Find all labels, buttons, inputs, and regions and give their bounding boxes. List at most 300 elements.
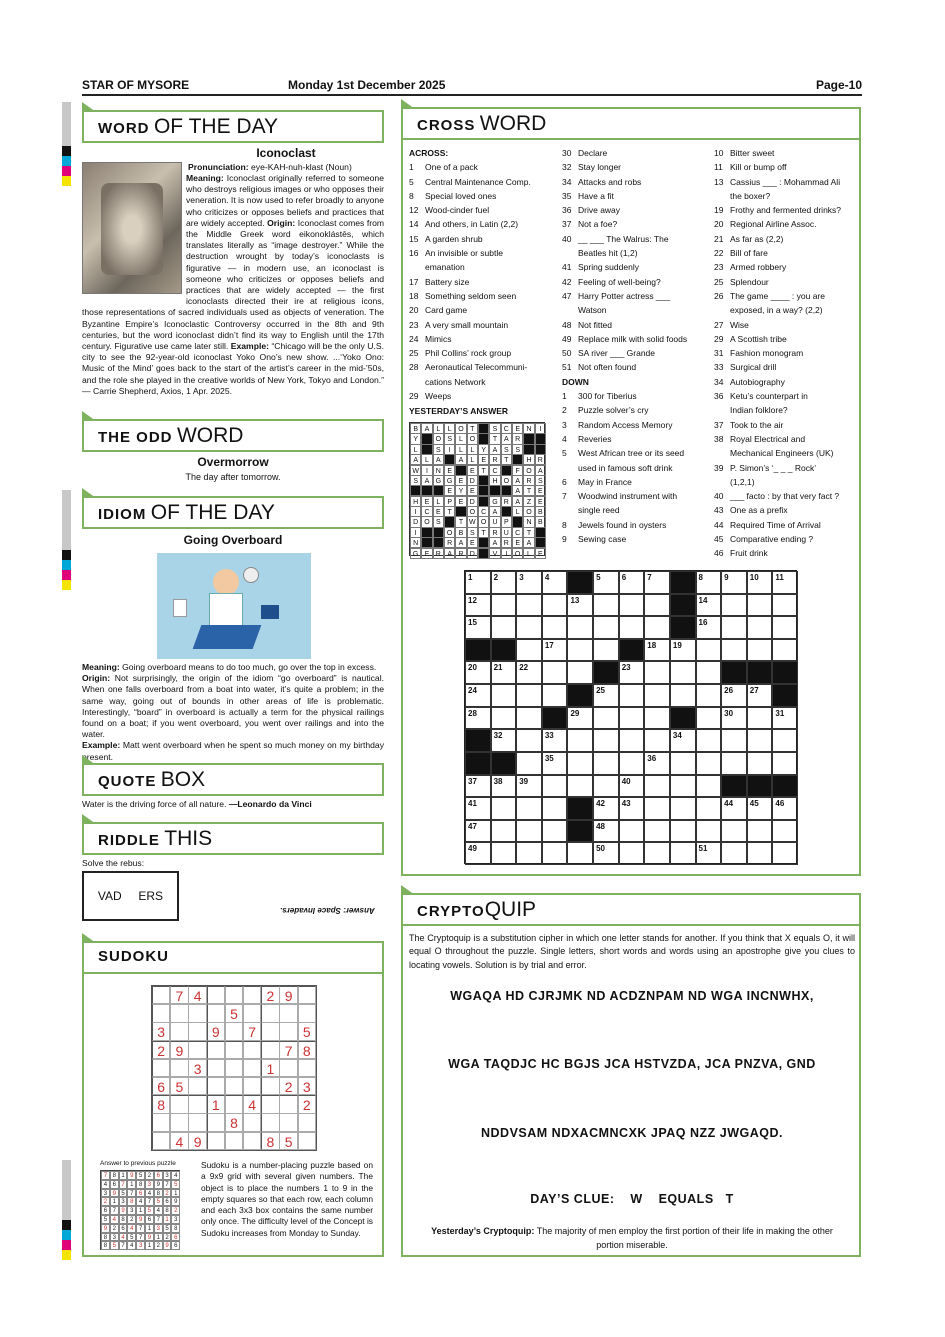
sudoku-cell[interactable]: 8 (298, 1041, 316, 1059)
crossword-cell[interactable] (516, 820, 542, 843)
yesterday-cell: N (523, 516, 534, 527)
sudoku-cell[interactable]: 9 (188, 1132, 206, 1150)
clue-across2-0: 30 Declare (562, 148, 608, 158)
previous-sudoku-cell: 2 (110, 1224, 119, 1233)
crossword-cell[interactable] (567, 639, 593, 662)
crossword-cell[interactable] (567, 842, 593, 865)
crossword-cell[interactable] (516, 639, 542, 662)
sudoku-cell[interactable] (188, 1095, 206, 1113)
crossword-cell[interactable]: 11 (772, 571, 798, 594)
crossword-cell[interactable] (542, 820, 568, 843)
crossword-cell[interactable] (772, 842, 798, 865)
crossword-cell[interactable] (696, 684, 722, 707)
crossword-cell[interactable]: 10 (747, 571, 773, 594)
crossword-cell[interactable] (619, 820, 645, 843)
crossword-block (772, 775, 798, 798)
sudoku-cell[interactable]: 3 (188, 1059, 206, 1077)
crossword-cell[interactable] (593, 752, 619, 775)
sudoku-cell[interactable]: 2 (298, 1095, 316, 1113)
crossword-cell[interactable]: 19 (670, 639, 696, 662)
crossword-cell[interactable] (593, 775, 619, 798)
crossword-cell[interactable] (619, 752, 645, 775)
crossword-cell[interactable] (696, 797, 722, 820)
crossword-cell[interactable]: 13 (567, 594, 593, 617)
crossword-cell[interactable]: 22 (516, 661, 542, 684)
crossword-cell[interactable] (696, 752, 722, 775)
crossword-cell[interactable]: 43 (619, 797, 645, 820)
sudoku-cell[interactable] (261, 1022, 279, 1040)
crossword-cell[interactable]: 16 (696, 616, 722, 639)
yesterday-cell: G (489, 496, 500, 507)
crossword-cell[interactable] (516, 752, 542, 775)
sudoku-cell[interactable] (298, 1059, 316, 1077)
crossword-cell[interactable] (593, 729, 619, 752)
clue-down2-9: 25 Splendour (714, 276, 769, 287)
crossword-cell[interactable]: 45 (747, 797, 773, 820)
yesterday-cell: O (455, 423, 466, 434)
crossword-cell[interactable]: 48 (593, 820, 619, 843)
sudoku-cell[interactable]: 7 (170, 986, 188, 1004)
sudoku-cell[interactable] (243, 1004, 261, 1022)
crossword-cell[interactable] (516, 616, 542, 639)
crossword-cell[interactable] (670, 775, 696, 798)
crossword-cell[interactable]: 18 (644, 639, 670, 662)
previous-sudoku-cell: 7 (154, 1215, 163, 1224)
crossword-cell[interactable] (491, 684, 517, 707)
yesterday-cell: D (410, 516, 421, 527)
sudoku-cell[interactable] (188, 1022, 206, 1040)
crossword-cell[interactable]: 8 (696, 571, 722, 594)
crossword-cell[interactable]: 6 (619, 571, 645, 594)
crossword-cell[interactable]: 29 (567, 707, 593, 730)
crossword-cell[interactable] (670, 684, 696, 707)
down-clues-continued (714, 146, 841, 561)
crossword-cell[interactable] (542, 775, 568, 798)
sudoku-cell[interactable] (243, 1113, 261, 1131)
crossword-cell[interactable] (619, 616, 645, 639)
clue-down2-20: 38 Royal Electrical and (714, 433, 806, 444)
crossword-cell[interactable] (721, 639, 747, 662)
crossword-cell[interactable]: 34 (670, 729, 696, 752)
clue-down2-0: 10 Bitter sweet (714, 148, 775, 158)
yesterday-cell: S (410, 475, 421, 486)
sudoku-cell[interactable]: 5 (279, 1132, 297, 1150)
crossword-cell[interactable]: 40 (619, 775, 645, 798)
yesterday-cell: A (489, 506, 500, 517)
yesterday-cell: R (444, 537, 455, 548)
crossword-cell[interactable] (696, 639, 722, 662)
yesterday-cell: A (410, 454, 421, 465)
sudoku-cell[interactable] (298, 1004, 316, 1022)
sudoku-cell[interactable] (298, 986, 316, 1004)
crossword-cell[interactable] (644, 842, 670, 865)
yesterday-cell: A (455, 454, 466, 465)
crossword-cell[interactable] (619, 684, 645, 707)
crossword-cell[interactable] (670, 842, 696, 865)
crossword-cell[interactable] (593, 639, 619, 662)
crossword-cell[interactable] (567, 752, 593, 775)
sudoku-cell[interactable] (170, 1113, 188, 1131)
sudoku-cell[interactable] (225, 1132, 243, 1150)
crossword-cell[interactable] (696, 729, 722, 752)
across-clues: ACROSS: 1 One of a pack 5 Central Maintenance Comp. 8 Special loved ones 12 Wood-cinder fuel 14 And others, in Latin (2,2) 15 A garden shrub 16 An invisible or subtle emanation 17 Battery size 18 Something seldom seen 20 Card game 23 A very small mountain 24 Mimics 25 Phil Collins’ rock group 28 Aeronautical Telecommuni- cations Network 29 Weeps (409, 146, 531, 403)
sudoku-cell[interactable] (225, 1077, 243, 1095)
sudoku-cell[interactable]: 2 (261, 986, 279, 1004)
crossword-cell[interactable] (772, 752, 798, 775)
sudoku-cell[interactable] (279, 1059, 297, 1077)
yesterday-cell: A (501, 433, 512, 444)
sudoku-cell[interactable]: 5 (225, 1004, 243, 1022)
yesterday-cell: V (489, 548, 500, 559)
crossword-cell[interactable]: 38 (491, 775, 517, 798)
crossword-cell[interactable] (644, 684, 670, 707)
sudoku-cell[interactable]: 3 (152, 1022, 170, 1040)
yesterday-cell: E (535, 496, 546, 507)
previous-sudoku-cell: 3 (127, 1206, 136, 1215)
crossword-cell[interactable]: 2 (491, 571, 517, 594)
crossword-block (772, 661, 798, 684)
crossword-cell[interactable] (567, 616, 593, 639)
crossword-cell[interactable]: 20 (465, 661, 491, 684)
crossword-cell[interactable]: 9 (721, 571, 747, 594)
crossword-cell[interactable] (567, 661, 593, 684)
crossword-cell[interactable] (721, 842, 747, 865)
crossword-cell[interactable] (721, 752, 747, 775)
crossword-cell[interactable] (516, 797, 542, 820)
crossword-cell[interactable] (644, 616, 670, 639)
crossword-cell[interactable] (542, 661, 568, 684)
crossword-cell[interactable] (619, 842, 645, 865)
sudoku-cell[interactable] (152, 1059, 170, 1077)
sudoku-cell[interactable] (243, 1132, 261, 1150)
yesterday-cell: S (489, 423, 500, 434)
yesterday-cell: D (467, 496, 478, 507)
crossword-cell[interactable] (542, 616, 568, 639)
clue-down-0: 1 300 for Tiberius (562, 391, 637, 402)
crossword-cell[interactable] (593, 707, 619, 730)
sudoku-cell[interactable]: 8 (152, 1095, 170, 1113)
crossword-block (670, 707, 696, 730)
crossword-cell[interactable]: 14 (696, 594, 722, 617)
crossword-cell[interactable] (747, 639, 773, 662)
crossword-cell[interactable]: 50 (593, 842, 619, 865)
sudoku-cell[interactable] (207, 1041, 225, 1059)
crossword-cell[interactable] (772, 616, 798, 639)
crossword-cell[interactable] (721, 820, 747, 843)
sudoku-cell[interactable] (261, 1095, 279, 1113)
crossword-cell[interactable]: 21 (491, 661, 517, 684)
sudoku-cell[interactable] (152, 1113, 170, 1131)
crossword-cell[interactable]: 5 (593, 571, 619, 594)
crossword-cell[interactable]: 33 (542, 729, 568, 752)
sudoku-cell[interactable] (207, 986, 225, 1004)
sudoku-cell[interactable] (298, 1132, 316, 1150)
sudoku-cell[interactable]: 9 (170, 1041, 188, 1059)
previous-sudoku-cell: 6 (163, 1197, 172, 1206)
crossword-cell[interactable] (619, 729, 645, 752)
crossword-cell[interactable]: 1 (465, 571, 491, 594)
yesterday-cell: L (455, 433, 466, 444)
yesterday-cell: L (523, 548, 534, 559)
crossword-cell[interactable]: 41 (465, 797, 491, 820)
crossword-cell[interactable]: 7 (644, 571, 670, 594)
sudoku-cell[interactable] (207, 1077, 225, 1095)
crossword-cell[interactable]: 51 (696, 842, 722, 865)
crossword-cell[interactable] (670, 661, 696, 684)
crossword-cell[interactable] (542, 797, 568, 820)
crossword-cell[interactable] (721, 594, 747, 617)
yesterday-cell: E (535, 485, 546, 496)
crossword-cell[interactable] (491, 842, 517, 865)
previous-sudoku-cell: 6 (171, 1241, 180, 1250)
yesterday-cell: O (421, 516, 432, 527)
clue-across-8: 17 Battery size (409, 276, 470, 287)
crossword-cell[interactable] (516, 842, 542, 865)
crossword-cell[interactable]: 17 (542, 639, 568, 662)
cryptoquip-line-1: WGAQA HD CJRJMK ND ACDZNPAM ND WGA INCNWHX, (450, 989, 814, 1003)
crossword-cell[interactable]: 3 (516, 571, 542, 594)
cryptoquip-title: CRYPTOQUIP (401, 893, 861, 926)
yesterday-cell: A (421, 423, 432, 434)
sudoku-cell[interactable]: 8 (261, 1132, 279, 1150)
sudoku-cell[interactable] (152, 1004, 170, 1022)
sudoku-cell[interactable]: 1 (261, 1059, 279, 1077)
sudoku-cell[interactable]: 5 (170, 1077, 188, 1095)
crossword-cell[interactable] (491, 797, 517, 820)
sudoku-cell[interactable]: 9 (279, 986, 297, 1004)
clue-down2-24: 40 ___ facto : by that very fact ? (714, 491, 840, 502)
crossword-cell[interactable] (644, 775, 670, 798)
yesterday-cell: I (535, 423, 546, 434)
sudoku-cell[interactable]: 7 (243, 1022, 261, 1040)
crossword-cell[interactable]: 15 (465, 616, 491, 639)
crossword-cell[interactable]: 44 (721, 797, 747, 820)
crossword-cell[interactable]: 36 (644, 752, 670, 775)
sudoku-cell[interactable] (225, 1095, 243, 1113)
sudoku-cell[interactable] (261, 1004, 279, 1022)
crossword-block (491, 752, 517, 775)
crossword-cell[interactable] (491, 594, 517, 617)
crossword-cell[interactable]: 23 (619, 661, 645, 684)
crossword-cell[interactable] (696, 775, 722, 798)
sudoku-cell[interactable] (279, 1095, 297, 1113)
crossword-cell[interactable] (516, 594, 542, 617)
crossword-cell[interactable]: 37 (465, 775, 491, 798)
sudoku-cell[interactable] (225, 1059, 243, 1077)
sudoku-cell[interactable] (298, 1113, 316, 1131)
crossword-cell[interactable] (542, 842, 568, 865)
crossword-block (670, 594, 696, 617)
sudoku-cell[interactable] (279, 1004, 297, 1022)
crossword-cell[interactable]: 31 (772, 707, 798, 730)
crossword-cell[interactable] (772, 639, 798, 662)
crossword-cell[interactable] (491, 616, 517, 639)
crossword-cell[interactable]: 32 (491, 729, 517, 752)
sudoku-cell[interactable] (188, 1113, 206, 1131)
crossword-cell[interactable] (772, 594, 798, 617)
sudoku-cell[interactable]: 7 (279, 1041, 297, 1059)
crossword-cell[interactable] (696, 820, 722, 843)
crossword-cell[interactable] (542, 684, 568, 707)
yesterday-cell (478, 548, 489, 559)
crossword-cell[interactable] (542, 594, 568, 617)
crossword-cell[interactable] (747, 752, 773, 775)
yesterday-cell: G (444, 475, 455, 486)
sudoku-cell[interactable] (207, 1132, 225, 1150)
sudoku-cell[interactable] (188, 1041, 206, 1059)
previous-sudoku-cell: 8 (163, 1206, 172, 1215)
yesterday-cell: T (489, 433, 500, 444)
crossword-cell[interactable]: 4 (542, 571, 568, 594)
crossword-cell[interactable] (772, 729, 798, 752)
previous-sudoku-cell: 6 (101, 1206, 110, 1215)
sudoku-cell[interactable]: 2 (152, 1041, 170, 1059)
crossword-cell[interactable]: 49 (465, 842, 491, 865)
crossword-cell[interactable] (670, 820, 696, 843)
crossword-cell[interactable] (747, 594, 773, 617)
crossword-cell[interactable]: 25 (593, 684, 619, 707)
clue-across-4: 14 And others, in Latin (2,2) (409, 219, 519, 230)
crossword-cell[interactable] (491, 820, 517, 843)
sudoku-cell[interactable] (207, 1004, 225, 1022)
crossword-cell[interactable] (772, 820, 798, 843)
sudoku-cell[interactable] (207, 1059, 225, 1077)
clue-down2-14: 31 Fashion monogram (714, 348, 804, 359)
sudoku-cell[interactable]: 1 (207, 1095, 225, 1113)
sudoku-cell[interactable]: 3 (298, 1077, 316, 1095)
crossword-cell[interactable] (516, 684, 542, 707)
yesterday-cell: W (410, 465, 421, 476)
sudoku-cell[interactable]: 4 (243, 1095, 261, 1113)
crossword-cell[interactable] (516, 729, 542, 752)
sudoku-cell[interactable] (170, 1059, 188, 1077)
crossword-cell[interactable]: 26 (721, 684, 747, 707)
crossword-cell[interactable] (619, 707, 645, 730)
sudoku-cell[interactable] (152, 986, 170, 1004)
crossword-cell[interactable] (593, 594, 619, 617)
previous-sudoku-cell: 8 (101, 1241, 110, 1250)
riddle-title: RIDDLE THIS (82, 822, 384, 855)
crossword-cell[interactable] (644, 820, 670, 843)
sudoku-grid[interactable] (151, 985, 317, 1151)
crossword-cell[interactable] (721, 616, 747, 639)
clue-across2-9: 42 Feeling of well-being? (562, 276, 661, 287)
previous-sudoku-cell: 4 (101, 1180, 110, 1189)
crossword-cell[interactable] (721, 729, 747, 752)
sudoku-cell[interactable] (188, 1077, 206, 1095)
clue-down2-26: 44 Required Time of Arrival (714, 519, 821, 530)
crossword-cell[interactable]: 30 (721, 707, 747, 730)
crossword-cell[interactable] (747, 820, 773, 843)
previous-sudoku-cell: 8 (101, 1233, 110, 1242)
sudoku-cell[interactable] (170, 1095, 188, 1113)
crossword-cell[interactable] (670, 752, 696, 775)
crossword-cell[interactable] (696, 661, 722, 684)
sudoku-cell[interactable] (207, 1113, 225, 1131)
sudoku-cell[interactable]: 2 (279, 1077, 297, 1095)
yesterday-cell: P (501, 516, 512, 527)
crossword-cell[interactable] (747, 842, 773, 865)
crossword-cell[interactable] (619, 594, 645, 617)
crossword-cell[interactable]: 35 (542, 752, 568, 775)
sudoku-cell[interactable] (152, 1132, 170, 1150)
sudoku-cell[interactable] (279, 1022, 297, 1040)
sudoku-cell[interactable]: 4 (170, 1132, 188, 1150)
yesterday-cell: S (501, 444, 512, 455)
crossword-cell[interactable] (747, 707, 773, 730)
crossword-grid[interactable] (464, 570, 797, 864)
crossword-cell[interactable]: 42 (593, 797, 619, 820)
yesterday-cell: E (535, 548, 546, 559)
sudoku-cell[interactable]: 6 (152, 1077, 170, 1095)
clue-down2-1: 11 Kill or bump off (714, 162, 787, 173)
sudoku-cell[interactable] (243, 1041, 261, 1059)
sudoku-cell[interactable] (170, 1004, 188, 1022)
sudoku-cell[interactable] (243, 1077, 261, 1095)
sudoku-cell[interactable] (170, 1022, 188, 1040)
word-of-day-title (82, 110, 384, 143)
crossword-cell[interactable] (644, 661, 670, 684)
yesterday-cell: B (455, 527, 466, 538)
crossword-cell[interactable] (516, 707, 542, 730)
crossword-cell[interactable]: 24 (465, 684, 491, 707)
crossword-cell[interactable] (644, 797, 670, 820)
sudoku-cell[interactable] (261, 1077, 279, 1095)
crossword-cell[interactable]: 12 (465, 594, 491, 617)
sudoku-cell[interactable]: 9 (207, 1022, 225, 1040)
sudoku-cell[interactable] (261, 1041, 279, 1059)
crossword-cell[interactable] (567, 729, 593, 752)
crossword-cell[interactable] (491, 707, 517, 730)
previous-sudoku-cell: 2 (171, 1206, 180, 1215)
yesterday-cell: T (455, 516, 466, 527)
crossword-cell[interactable] (696, 707, 722, 730)
yesterday-cell: S (512, 444, 523, 455)
sudoku-cell[interactable]: 4 (188, 986, 206, 1004)
sudoku-cell[interactable]: 5 (298, 1022, 316, 1040)
crossword-cell[interactable]: 47 (465, 820, 491, 843)
crossword-cell[interactable]: 39 (516, 775, 542, 798)
crossword-cell[interactable] (567, 775, 593, 798)
crossword-cell[interactable]: 46 (772, 797, 798, 820)
crossword-block (670, 571, 696, 594)
crossword-cell[interactable] (670, 797, 696, 820)
clue-down2-3: the boxer? (730, 190, 771, 201)
sudoku-cell[interactable] (225, 1041, 243, 1059)
clue-down2-8: 23 Armed robbery (714, 262, 787, 273)
crossword-cell[interactable]: 28 (465, 707, 491, 730)
crossword-cell[interactable] (644, 594, 670, 617)
sudoku-cell[interactable] (225, 1022, 243, 1040)
previous-sudoku-cell: 9 (101, 1224, 110, 1233)
sudoku-cell[interactable]: 8 (225, 1113, 243, 1131)
clue-across2-6: 40 __ ___ The Walrus: The (562, 233, 669, 244)
crossword-cell[interactable] (747, 616, 773, 639)
sudoku-cell[interactable] (243, 1059, 261, 1077)
sudoku-cell[interactable] (225, 986, 243, 1004)
crossword-cell[interactable]: 27 (747, 684, 773, 707)
crossword-cell[interactable] (747, 729, 773, 752)
sudoku-cell[interactable] (243, 986, 261, 1004)
sudoku-cell[interactable] (279, 1113, 297, 1131)
yesterday-cell: Y (455, 485, 466, 496)
crossword-cell[interactable] (644, 729, 670, 752)
crossword-cell[interactable] (644, 707, 670, 730)
crossword-cell[interactable] (593, 616, 619, 639)
sudoku-cell[interactable] (188, 1004, 206, 1022)
previous-sudoku-cell: 7 (119, 1241, 128, 1250)
sudoku-cell[interactable] (261, 1113, 279, 1131)
